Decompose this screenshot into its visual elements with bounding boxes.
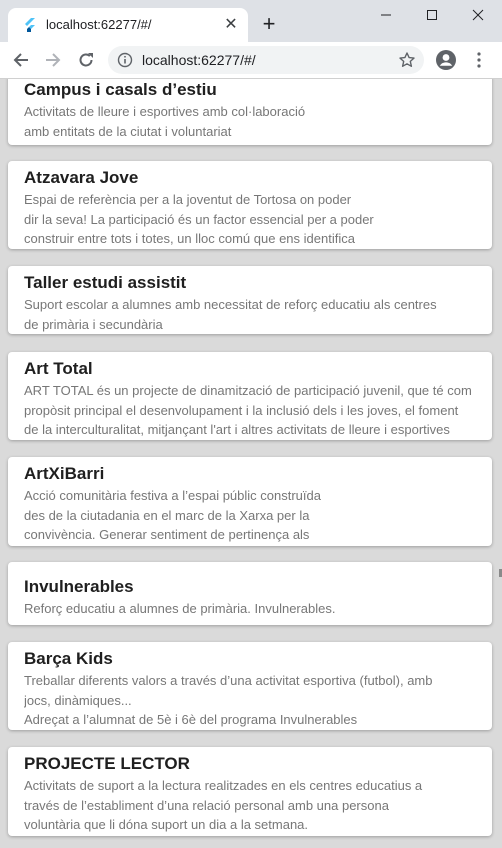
profile-button[interactable] [434,48,458,72]
close-icon [472,9,484,21]
back-button[interactable] [9,48,33,72]
activity-card[interactable] [8,161,492,249]
close-window-button[interactable] [456,0,500,30]
activity-card[interactable] [8,562,492,625]
browser-toolbar [0,42,502,79]
card-description: Activitats de suport a la lectura realitzades en els centres educatius a través de l’establiment d’una relació personal amb una persona voluntària que li dóna suport un dia a la setmana. [24,778,423,832]
account-icon [435,49,457,71]
address-bar[interactable] [108,46,424,74]
card-description: Espai de referència per a la joventut de Tortosa on poder dir la seva! La participació és un factor essencial per a poder construir entre tots i totes, un lloc comú que ens identifica [24,192,374,246]
minimize-button[interactable] [364,0,408,30]
maximize-button[interactable] [410,0,454,30]
activity-card[interactable] [8,266,492,334]
card-description: Reforç educatiu a alumnes de primària. Invulnerables. [24,601,336,616]
card-title: Atzavara Jove [24,168,139,187]
activity-card[interactable] [8,79,492,145]
card-title: Invulnerables [24,577,134,596]
activity-card[interactable] [8,352,492,440]
more-vert-icon [476,51,482,69]
star-icon[interactable] [398,51,416,69]
arrow-right-icon [44,51,62,69]
activity-card[interactable] [8,457,492,546]
card-title: Taller estudi assistit [24,273,187,292]
reload-icon [77,51,95,69]
reload-button[interactable] [74,48,98,72]
card-description: Suport escolar a alumnes amb necessitat de reforç educatiu als centres de primària i secundària [24,297,437,332]
activities-list[interactable] [0,79,502,848]
card-title: Barça Kids [24,649,113,668]
menu-button[interactable] [467,48,491,72]
tab-close-icon[interactable]: ✕ [224,16,238,33]
flutter-icon [22,17,38,33]
tab-title: localhost:62277/#/ [46,17,152,32]
card-description: Treballar diferents valors a través d’una activitat esportiva (futbol), amb jocs, dinàmiques... Adreçat a l’alumnat de 5è i 6è del programa Invulnerables [24,673,433,727]
card-description: ART TOTAL és un projecte de dinamització de participació juvenil, que té com propòsit principal el desenvolupament i la inclusió dels i les joves, el foment de la interculturalitat, mitjançant l'art i altres activitats de lleure i esportives [24,383,472,437]
forward-button[interactable] [41,48,65,72]
activity-card[interactable] [8,747,492,836]
new-tab-button[interactable]: + [262,11,276,36]
card-title: ArtXiBarri [24,464,105,483]
minimize-icon [380,9,392,21]
card-title: PROJECTE LECTOR [24,754,190,773]
card-description: Acció comunitària festiva a l’espai públic construïda des de la ciutadania en el marc de la Xarxa per la convivència. Generar sentiment de pertinença als [24,488,321,542]
info-icon[interactable] [117,52,133,68]
card-title: Campus i casals d’estiu [24,80,217,99]
browser-tab[interactable] [8,8,248,42]
activity-card[interactable] [8,642,492,730]
card-description: Activitats de lleure i esportives amb col·laboració amb entitats de la ciutat i voluntariat [24,104,306,139]
url-text[interactable]: localhost:62277/#/ [142,52,256,68]
arrow-left-icon [12,51,30,69]
browser-titlebar [0,0,502,42]
card-title: Art Total [24,359,93,378]
maximize-icon [426,9,438,21]
